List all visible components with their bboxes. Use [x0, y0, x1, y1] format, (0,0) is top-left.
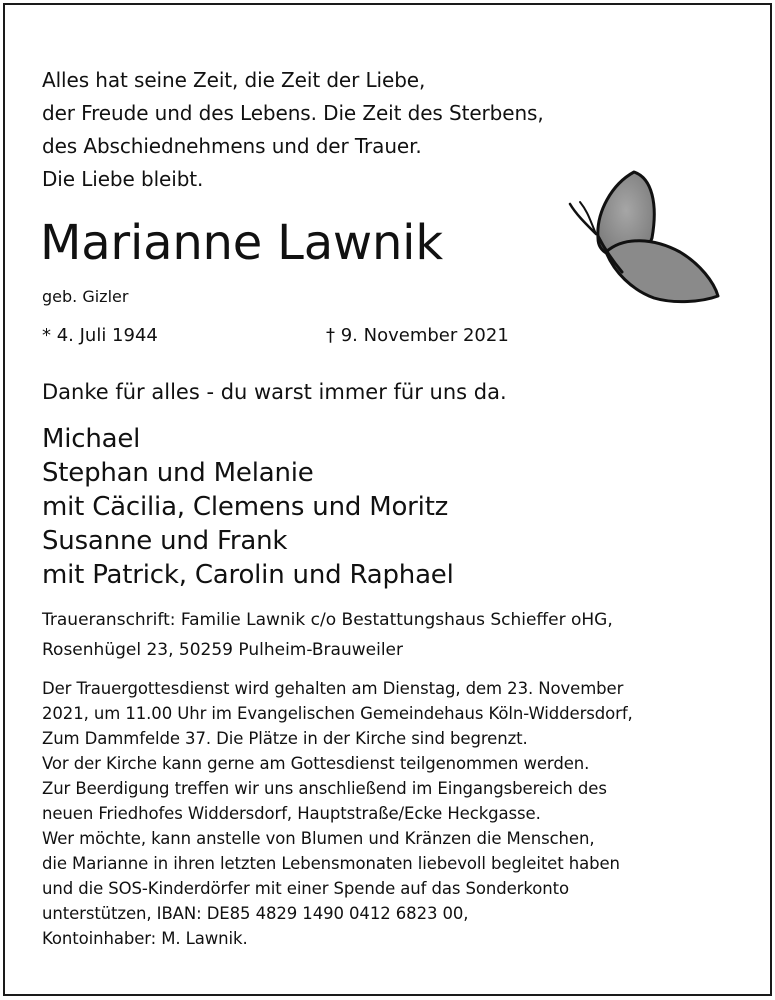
death-date: † 9. November 2021 [326, 325, 509, 346]
family-member: Susanne und Frank [42, 526, 288, 556]
service-line: unterstützen, IBAN: DE85 4829 1490 0412 6823 00, [42, 904, 469, 923]
address-line: Rosenhügel 23, 50259 Pulheim-Brauweiler [42, 640, 403, 660]
quote-line: des Abschiednehmens und der Trauer. [42, 134, 422, 158]
deceased-name: Marianne Lawnik [40, 215, 443, 271]
service-line: Zur Beerdigung treffen wir uns anschließend im Eingangsbereich des [42, 779, 607, 798]
family-member: mit Patrick, Carolin und Raphael [42, 560, 454, 590]
service-line: Der Trauergottesdienst wird gehalten am Dienstag, dem 23. November [42, 679, 624, 698]
quote-line: der Freude und des Lebens. Die Zeit des Sterbens, [42, 101, 544, 125]
birth-name: geb. Gizler [42, 287, 129, 306]
quote-line: Die Liebe bleibt. [42, 167, 204, 191]
service-line: Zum Dammfelde 37. Die Plätze in der Kirche sind begrenzt. [42, 729, 528, 748]
thanks-line: Danke für alles - du warst immer für uns da. [42, 380, 507, 404]
service-line: die Marianne in ihren letzten Lebensmonaten liebevoll begleitet haben [42, 854, 620, 873]
quote-line: Alles hat seine Zeit, die Zeit der Liebe, [42, 68, 426, 92]
family-list [42, 422, 454, 592]
service-line: Vor der Kirche kann gerne am Gottesdienst teilgenommen werden. [42, 754, 590, 773]
service-line: und die SOS-Kinderdörfer mit einer Spende auf das Sonderkonto [42, 879, 569, 898]
birth-date: * 4. Juli 1944 [42, 325, 158, 346]
service-line: 2021, um 11.00 Uhr im Evangelischen Gemeindehaus Köln-Widdersdorf, [42, 704, 633, 723]
family-member: mit Cäcilia, Clemens und Moritz [42, 492, 449, 522]
butterfly-icon [562, 164, 724, 312]
service-line: neuen Friedhofes Widdersdorf, Hauptstraße/Ecke Heckgasse. [42, 804, 541, 823]
mourning-address [42, 605, 613, 665]
service-line: Wer möchte, kann anstelle von Blumen und Kränzen die Menschen, [42, 829, 595, 848]
service-details [42, 676, 633, 951]
service-line: Kontoinhaber: M. Lawnik. [42, 929, 248, 948]
family-member: Michael [42, 424, 141, 454]
address-line: Traueranschrift: Familie Lawnik c/o Bestattungshaus Schieffer oHG, [42, 610, 613, 630]
memorial-quote [42, 64, 544, 196]
family-member: Stephan und Melanie [42, 458, 314, 488]
